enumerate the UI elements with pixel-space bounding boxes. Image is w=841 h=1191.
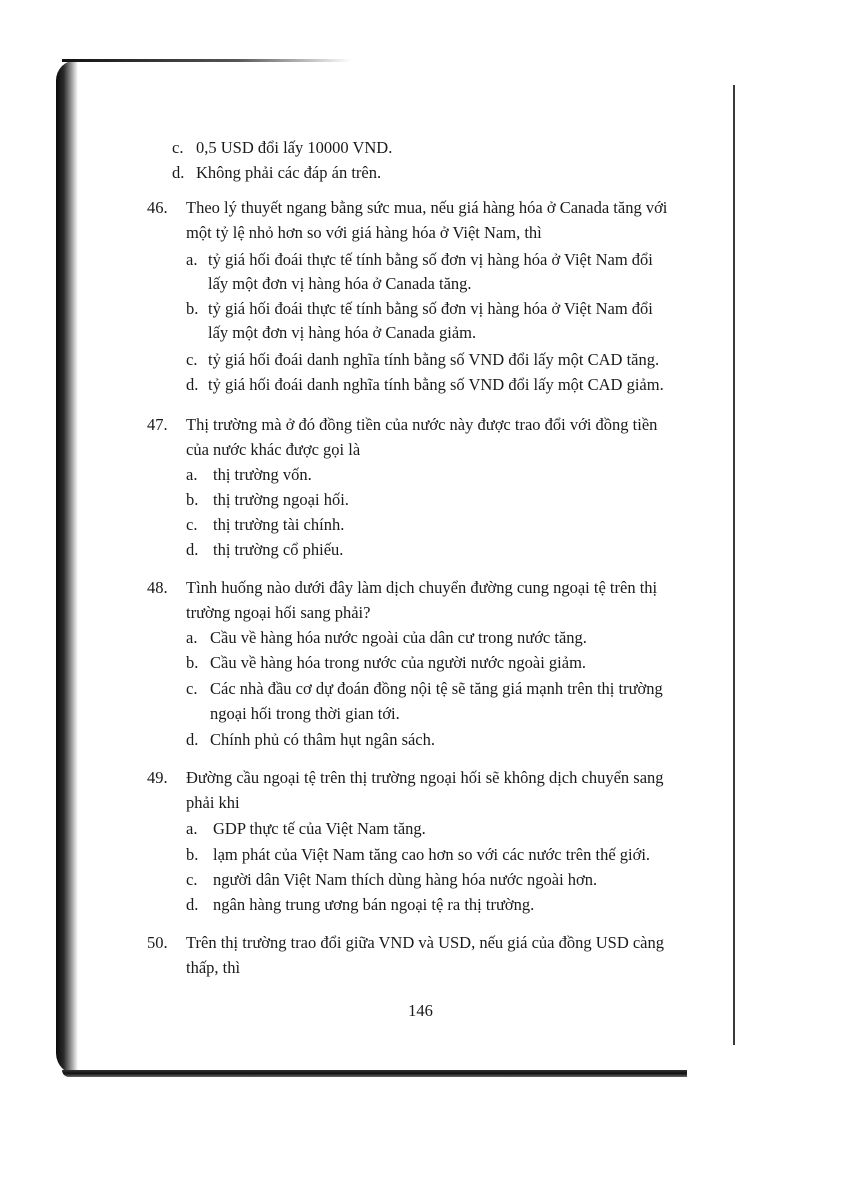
option-text-line: tỷ giá hối đoái danh nghĩa tính bằng số VND đổi lấy một CAD tăng. — [208, 350, 660, 369]
option-letter: b. — [186, 299, 199, 318]
option-text-line: Cầu về hàng hóa nước ngoài của dân cư trong nước tăng. — [210, 628, 587, 647]
option-text-line: Chính phủ có thâm hụt ngân sách. — [210, 730, 436, 749]
option-text-line: lấy một đơn vị hàng hóa ở Canada giảm. — [208, 323, 477, 342]
question-text-line: Tình huống nào dưới đây làm dịch chuyển đường cung ngoại tệ trên thị — [186, 578, 658, 597]
question-text-line: Đường cầu ngoại tệ trên thị trường ngoại hối sẽ không dịch chuyển sang — [186, 768, 664, 787]
question-number: 49. — [147, 768, 168, 787]
option-text: 0,5 USD đổi lấy 10000 VND. — [196, 138, 393, 157]
option-text-line: thị trường vốn. — [213, 465, 312, 484]
option-letter: d. — [186, 375, 199, 394]
page-number: 146 — [408, 1001, 433, 1020]
question-number: 48. — [147, 578, 168, 597]
option-text-line: tỷ giá hối đoái danh nghĩa tính bằng số VND đổi lấy một CAD giảm. — [208, 375, 664, 394]
option-text-line: GDP thực tế của Việt Nam tăng. — [213, 819, 426, 838]
option-letter: b. — [186, 490, 199, 509]
option-text-line: Các nhà đầu cơ dự đoán đồng nội tệ sẽ tăng giá mạnh trên thị trường — [210, 679, 663, 698]
option-text-line: ngân hàng trung ương bán ngoại tệ ra thị trường. — [213, 895, 535, 914]
option-letter: b. — [186, 653, 199, 672]
option-letter: a. — [186, 628, 198, 647]
option-letter: a. — [186, 819, 198, 838]
option-text-line: thị trường cổ phiếu. — [213, 540, 344, 559]
option-text: Không phải các đáp án trên. — [196, 163, 382, 182]
option-text-line: Cầu về hàng hóa trong nước của người nước ngoài giảm. — [210, 653, 587, 672]
scan-edge-top — [62, 59, 352, 62]
scan-edge-right — [733, 85, 735, 1045]
option-letter: d. — [186, 895, 199, 914]
question-text-line: trường ngoại hối sang phải? — [186, 603, 371, 622]
question-number: 46. — [147, 198, 168, 217]
option-text-line: ngoại hối trong thời gian tới. — [210, 704, 400, 723]
option-text-line: lạm phát của Việt Nam tăng cao hơn so với các nước trên thế giới. — [213, 845, 651, 864]
option-letter: d. — [186, 540, 199, 559]
option-letter: b. — [186, 845, 199, 864]
question-text-line: Theo lý thuyết ngang bằng sức mua, nếu giá hàng hóa ở Canada tăng với — [186, 198, 668, 217]
question-text-line: một tỷ lệ nhỏ hơn so với giá hàng hóa ở Việt Nam, thì — [186, 223, 542, 242]
question-number: 47. — [147, 415, 168, 434]
question-text-line: Trên thị trường trao đổi giữa VND và USD, nếu giá của đồng USD càng — [186, 933, 665, 952]
option-letter: d. — [172, 163, 185, 182]
option-letter: d. — [186, 730, 199, 749]
option-letter: c. — [186, 870, 198, 889]
option-text-line: lấy một đơn vị hàng hóa ở Canada tăng. — [208, 274, 472, 293]
option-text-line: thị trường tài chính. — [213, 515, 345, 534]
option-letter: c. — [186, 679, 198, 698]
question-text-line: phải khi — [186, 793, 240, 812]
option-letter: a. — [186, 465, 198, 484]
option-text-line: tỷ giá hối đoái thực tế tính bằng số đơn vị hàng hóa ở Việt Nam đổi — [208, 299, 653, 318]
scan-edge-left — [56, 60, 78, 1075]
question-text-line: thấp, thì — [186, 958, 241, 977]
option-text-line: người dân Việt Nam thích dùng hàng hóa nước ngoài hơn. — [213, 870, 598, 889]
option-letter: c. — [186, 350, 198, 369]
option-text-line: tỷ giá hối đoái thực tế tính bằng số đơn vị hàng hóa ở Việt Nam đổi — [208, 250, 653, 269]
question-text-line: Thị trường mà ở đó đồng tiền của nước này được trao đổi với đồng tiền — [186, 415, 658, 434]
scan-edge-bottom — [62, 1070, 687, 1077]
option-text-line: thị trường ngoại hối. — [213, 490, 349, 509]
option-letter: a. — [186, 250, 198, 269]
option-letter: c. — [172, 138, 184, 157]
question-text-line: của nước khác được gọi là — [186, 440, 361, 459]
option-letter: c. — [186, 515, 198, 534]
question-number: 50. — [147, 933, 168, 952]
